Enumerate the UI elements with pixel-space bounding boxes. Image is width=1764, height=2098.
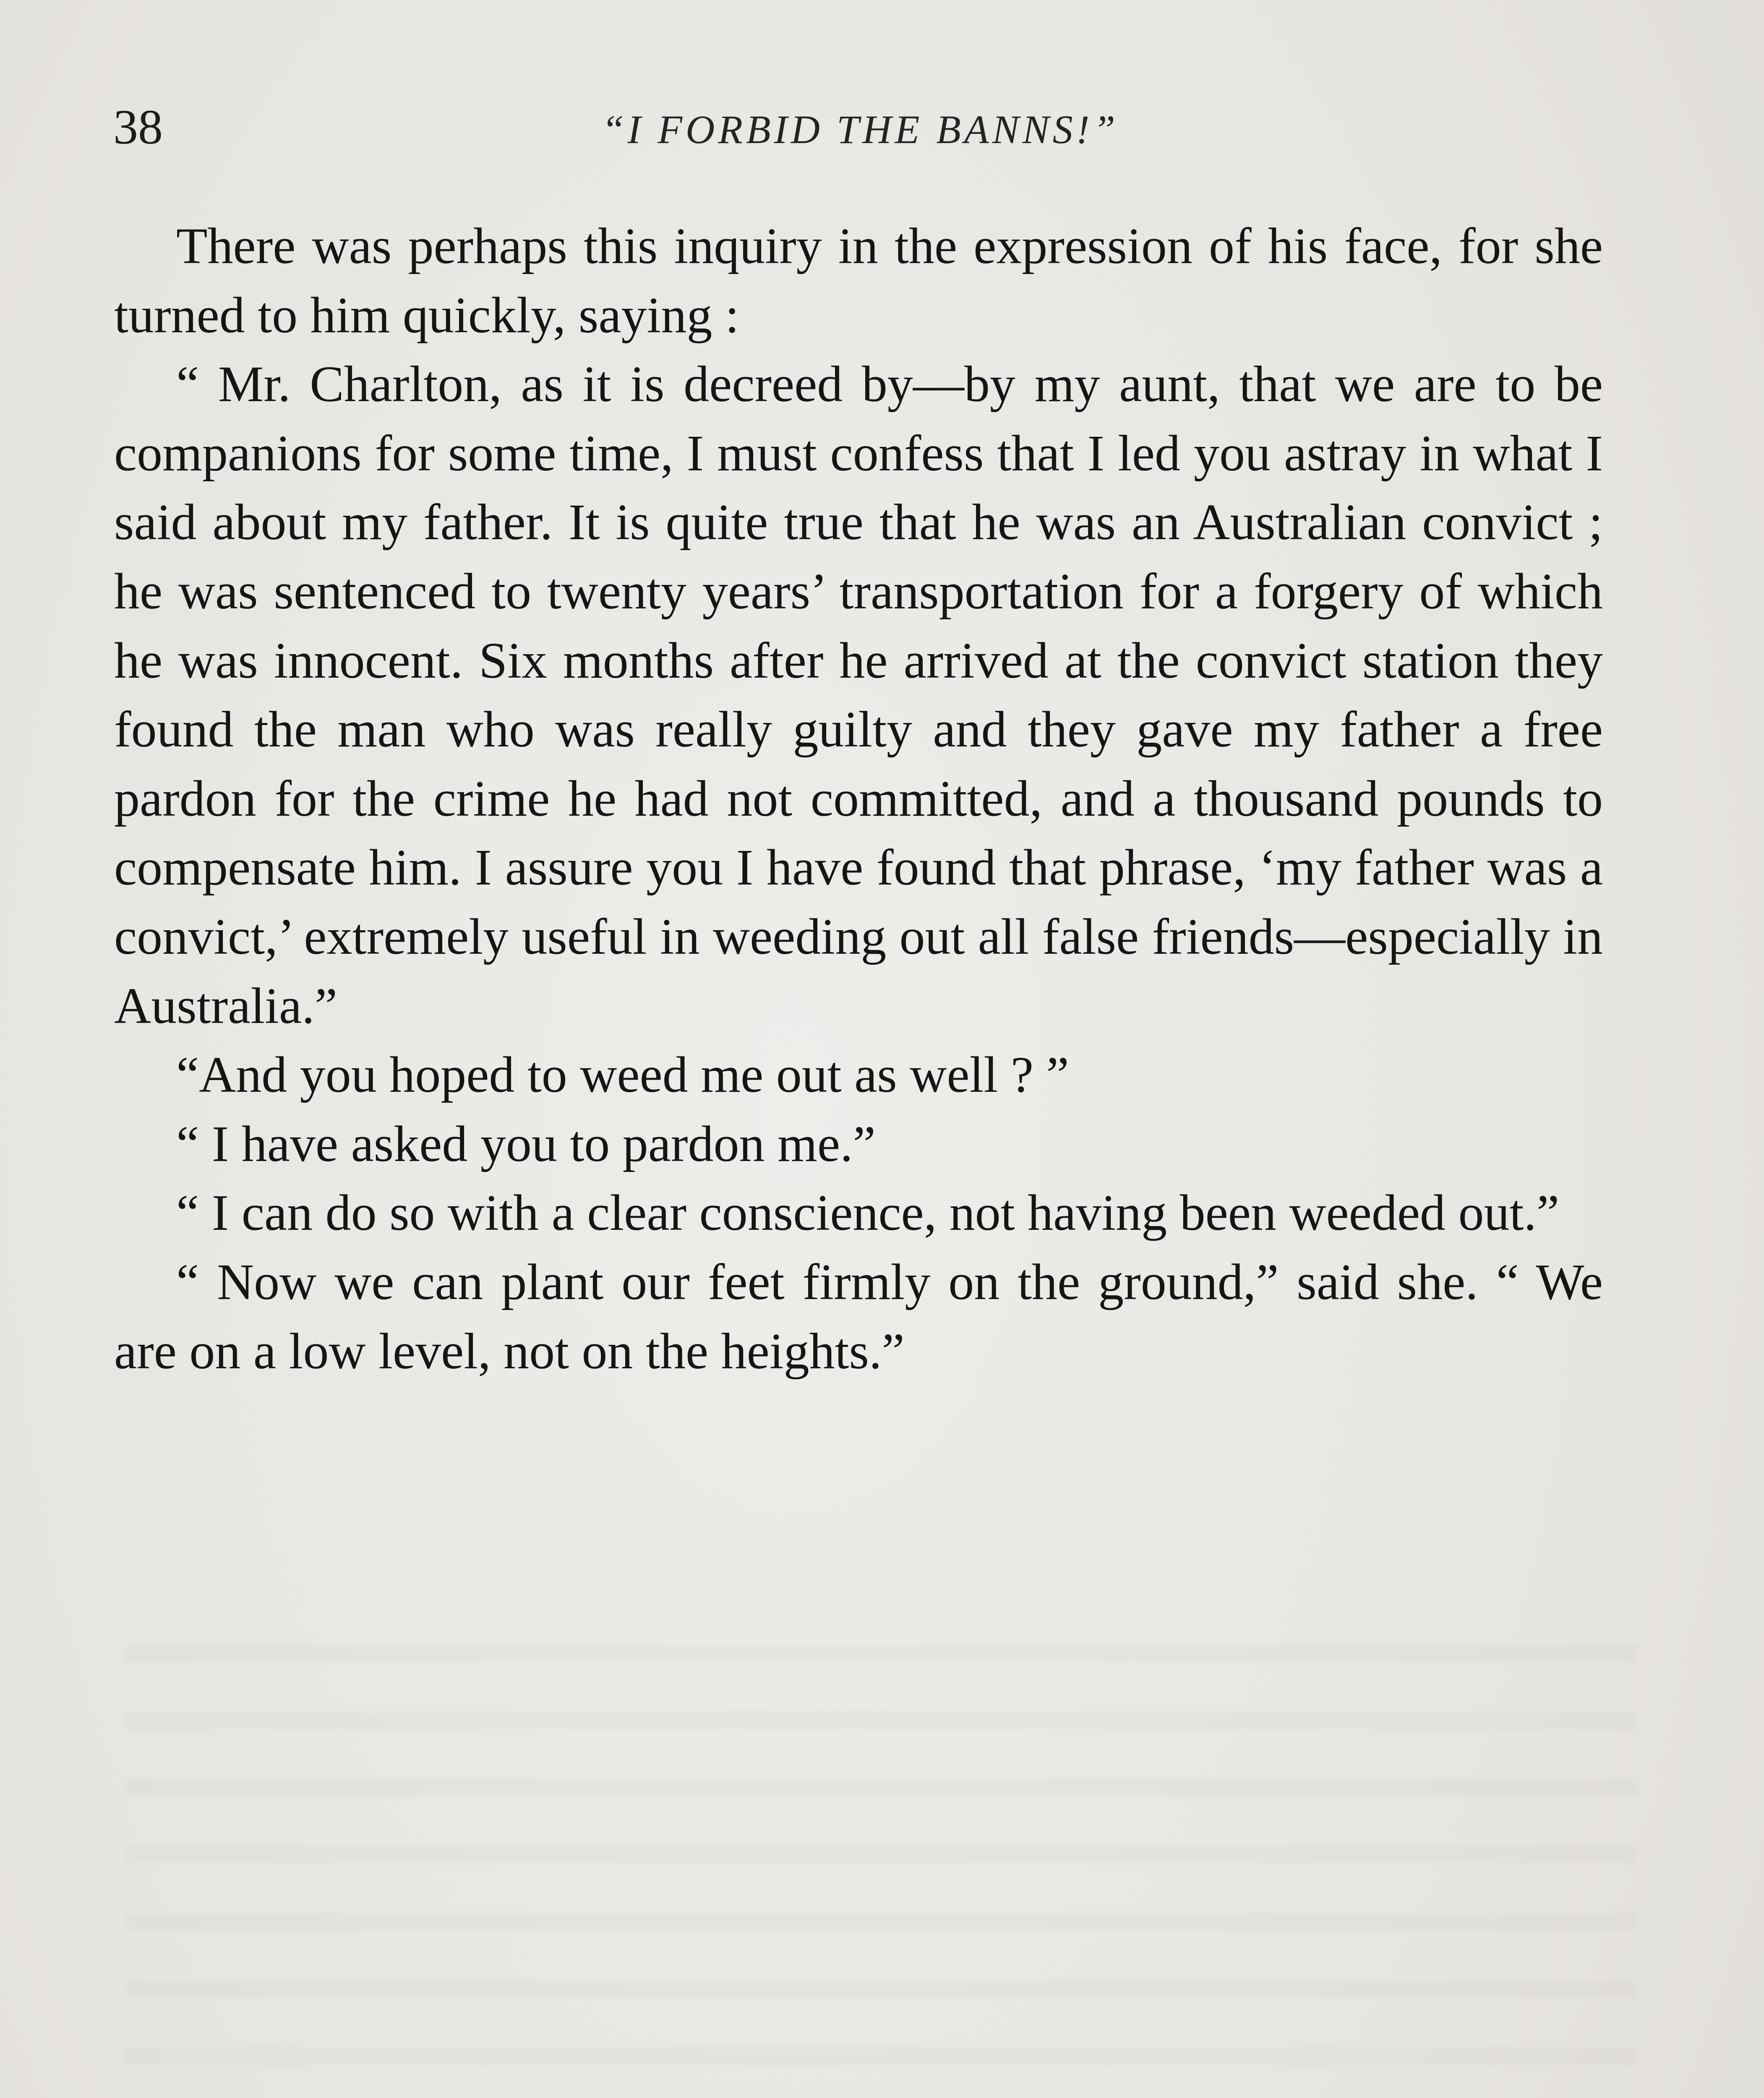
paragraph: “ Mr. Charlton, as it is decreed by—by my aunt, that we are to be companions for some time, I must confess that I led you astray in what I said about my father. It is quite true that he was an Australian convict ; he was sentenced to twenty years’ transportation for a forgery of which he was innocent. Six months after he arrived at the convict station they found the man who was really guilty and they gave my father a free pardon for the crime he had not committed, and a thousand pounds to compensate him. I assure you I have found that phrase, ‘my father was a convict,’ extremely useful in weeding out all false friends––especially in Australia.” [114,356,1603,1034]
paragraph: “And you hoped to weed me out as well ? ” [176,1046,1069,1104]
page-header [113,99,1607,157]
show-through-texture [126,1594,1636,2098]
body-text [114,212,1603,1386]
paragraph: “ Now we can plant our feet firmly on the ground,” said she. “ We are on a low level, not on the heights.” [114,1253,1603,1380]
page-number: 38 [113,99,163,154]
paragraph: There was perhaps this inquiry in the expression of his face, for she turned to him quickly, saying : [114,218,1603,344]
paragraph: “ I have asked you to pardon me.” [176,1115,876,1172]
paragraph: “ I can do so with a clear conscience, not having been weeded out.” [176,1185,1560,1242]
running-head: “I FORBID THE BANNS!” [602,107,1119,152]
